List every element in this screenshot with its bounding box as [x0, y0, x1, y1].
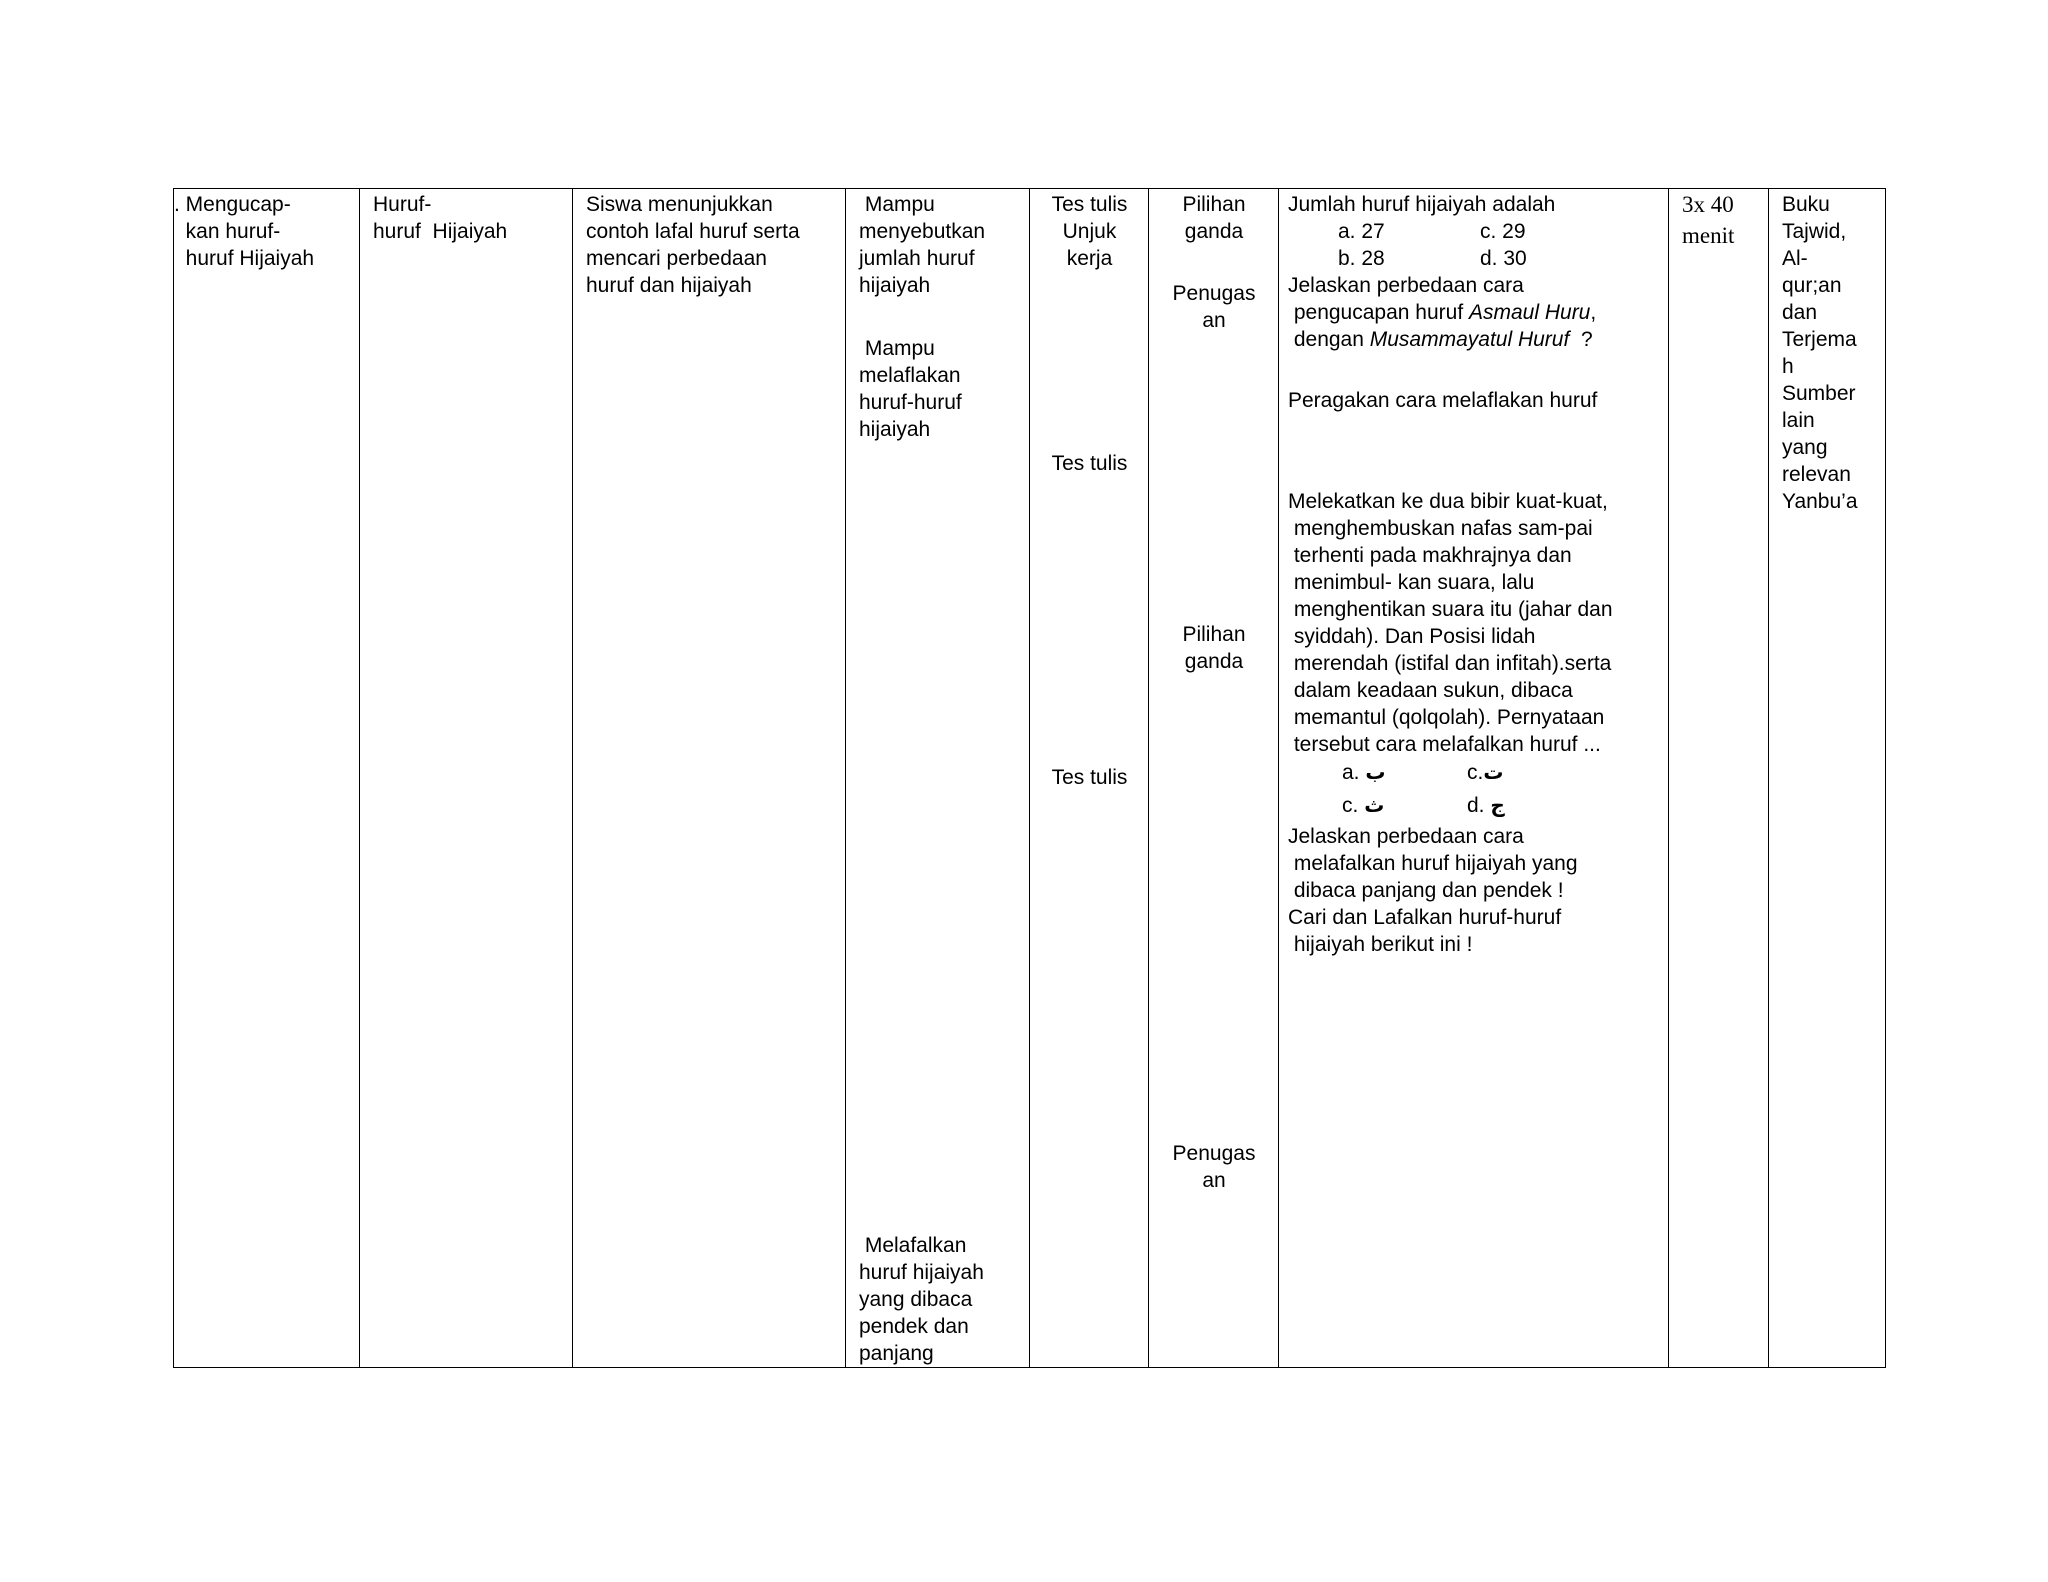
- question-5-line: Jelaskan perbedaan cara: [1288, 825, 1524, 848]
- indikator-line: yang dibaca: [859, 1288, 973, 1311]
- sumber-line: Sumber: [1782, 382, 1856, 405]
- indikator-line: menyebutkan: [859, 220, 986, 243]
- alokasi-line: menit: [1682, 223, 1735, 248]
- indikator-line: huruf hijaiyah: [859, 1261, 984, 1284]
- teknik-line: Tes tulis: [1051, 766, 1128, 789]
- alokasi-cell: [1668, 189, 1768, 1367]
- sumber-line: qur;an: [1782, 274, 1842, 297]
- question-1: Jumlah huruf hijaiyah adalah: [1288, 193, 1556, 216]
- question-4-line: syiddah). Dan Posisi lidah: [1288, 625, 1536, 648]
- question-4-line: memantul (qolqolah). Pernyataan: [1288, 706, 1605, 729]
- question-4-line: dalam keadaan sukun, dibaca: [1288, 679, 1573, 702]
- kompetensi-cell: [174, 189, 359, 1367]
- indikator-line: panjang: [859, 1342, 934, 1365]
- indikator-line: Mampu: [859, 193, 935, 216]
- bentuk-line: Pilihan: [1182, 623, 1246, 646]
- indikator-line: Mampu: [859, 337, 935, 360]
- question-2-line: [1288, 299, 1596, 326]
- bentuk-cell: [1148, 189, 1278, 1367]
- sumber-line: dan: [1782, 301, 1818, 324]
- kompetensi-line: kan huruf-: [174, 220, 281, 243]
- question-4-line: Melekatkan ke dua bibir kuat-kuat,: [1288, 490, 1608, 513]
- bentuk-line: Penugas: [1172, 282, 1256, 305]
- q2-text: ,: [1590, 301, 1597, 324]
- sumber-line: relevan: [1782, 463, 1851, 486]
- arabic-option-c: [1467, 759, 1503, 786]
- sumber-line: yang: [1782, 436, 1828, 459]
- arabic-letter: ب: [1365, 760, 1386, 784]
- q2-term: Musammayatul Huruf: [1369, 328, 1570, 351]
- instrumen-cell: [1278, 189, 1668, 1367]
- indikator-cell: [845, 189, 1029, 1367]
- question-4-line: terhenti pada makhrajnya dan: [1288, 544, 1572, 567]
- question-4-line: tersebut cara melafalkan huruf ...: [1288, 733, 1601, 756]
- arabic-option-d: [1467, 792, 1505, 819]
- sumber-line: Yanbu’a: [1782, 490, 1858, 513]
- kegiatan-line: huruf dan hijaiyah: [586, 274, 752, 297]
- teknik-line: Tes tulis: [1051, 193, 1128, 216]
- indikator-line: huruf-huruf: [859, 391, 962, 414]
- question-6-line: Cari dan Lafalkan huruf-huruf: [1288, 906, 1562, 929]
- kegiatan-line: mencari perbedaan: [586, 247, 767, 270]
- q2-term: Asmaul Huru: [1468, 301, 1591, 324]
- teknik-line: kerja: [1066, 247, 1113, 270]
- teknik-line: Tes tulis: [1051, 452, 1128, 475]
- sumber-line: Buku: [1782, 193, 1830, 216]
- option-c: c. 29: [1480, 220, 1526, 243]
- kegiatan-line: contoh lafal huruf serta: [586, 220, 800, 243]
- question-4-line: merendah (istifal dan infitah).serta: [1288, 652, 1612, 675]
- option-a: a. 27: [1338, 220, 1385, 243]
- sumber-line: lain: [1782, 409, 1815, 432]
- option-label: c.: [1467, 761, 1484, 784]
- q2-text: ?: [1569, 328, 1593, 351]
- kegiatan-cell: [572, 189, 845, 1367]
- arabic-letter: ج: [1490, 793, 1505, 817]
- arabic-letter: ث: [1364, 793, 1385, 817]
- bentuk-line: an: [1202, 1169, 1226, 1192]
- indikator-line: melaflakan: [859, 364, 961, 387]
- indikator-line: hijaiyah: [859, 418, 931, 441]
- question-4-line: menghembuskan nafas sam-pai: [1288, 517, 1593, 540]
- question-4-line: menghentikan suara itu (jahar dan: [1288, 598, 1613, 621]
- q2-text: dengan: [1288, 328, 1370, 351]
- sumber-line: Terjema: [1782, 328, 1857, 351]
- option-label: a.: [1342, 761, 1360, 784]
- question-4-line: menimbul- kan suara, lalu: [1288, 571, 1535, 594]
- option-label: c.: [1342, 794, 1359, 817]
- question-3: Peragakan cara melaflakan huruf: [1288, 389, 1598, 412]
- kegiatan-line: Siswa menunjukkan: [586, 193, 773, 216]
- materi-cell: [359, 189, 572, 1367]
- alokasi-line: 3x 40: [1682, 192, 1734, 217]
- option-d: d. 30: [1480, 247, 1527, 270]
- indikator-line: hijaiyah: [859, 274, 931, 297]
- q2-text: pengucapan huruf: [1288, 301, 1469, 324]
- indikator-line: jumlah huruf: [859, 247, 975, 270]
- bentuk-line: Penugas: [1172, 1142, 1256, 1165]
- sumber-line: Al-: [1782, 247, 1808, 270]
- sumber-cell: [1768, 189, 1885, 1367]
- question-5-line: melafalkan huruf hijaiyah yang: [1288, 852, 1578, 875]
- arabic-option-a: [1342, 759, 1385, 786]
- bentuk-line: ganda: [1184, 650, 1244, 673]
- question-5-line: dibaca panjang dan pendek !: [1288, 879, 1564, 902]
- syllabus-table: [173, 188, 1886, 1368]
- option-b: b. 28: [1338, 247, 1385, 270]
- bentuk-line: an: [1202, 309, 1226, 332]
- indikator-line: Melafalkan: [859, 1234, 967, 1257]
- kompetensi-line: huruf Hijaiyah: [174, 247, 315, 270]
- kompetensi-line: . Mengucap-: [174, 193, 291, 216]
- question-2: Jelaskan perbedaan cara: [1288, 274, 1524, 297]
- indikator-line: pendek dan: [859, 1315, 969, 1338]
- sumber-line: Tajwid,: [1782, 220, 1847, 243]
- teknik-line: Unjuk: [1062, 220, 1117, 243]
- bentuk-line: ganda: [1184, 220, 1244, 243]
- arabic-letter: ت: [1483, 760, 1504, 784]
- materi-line: huruf Hijaiyah: [373, 220, 508, 243]
- sumber-line: h: [1782, 355, 1794, 378]
- option-label: d.: [1467, 794, 1485, 817]
- arabic-option-c: [1342, 792, 1384, 819]
- question-6-line: hijaiyah berikut ini !: [1288, 933, 1473, 956]
- question-2-line: [1288, 326, 1593, 353]
- materi-line: Huruf-: [373, 193, 432, 216]
- teknik-cell: [1029, 189, 1148, 1367]
- bentuk-line: Pilihan: [1182, 193, 1246, 216]
